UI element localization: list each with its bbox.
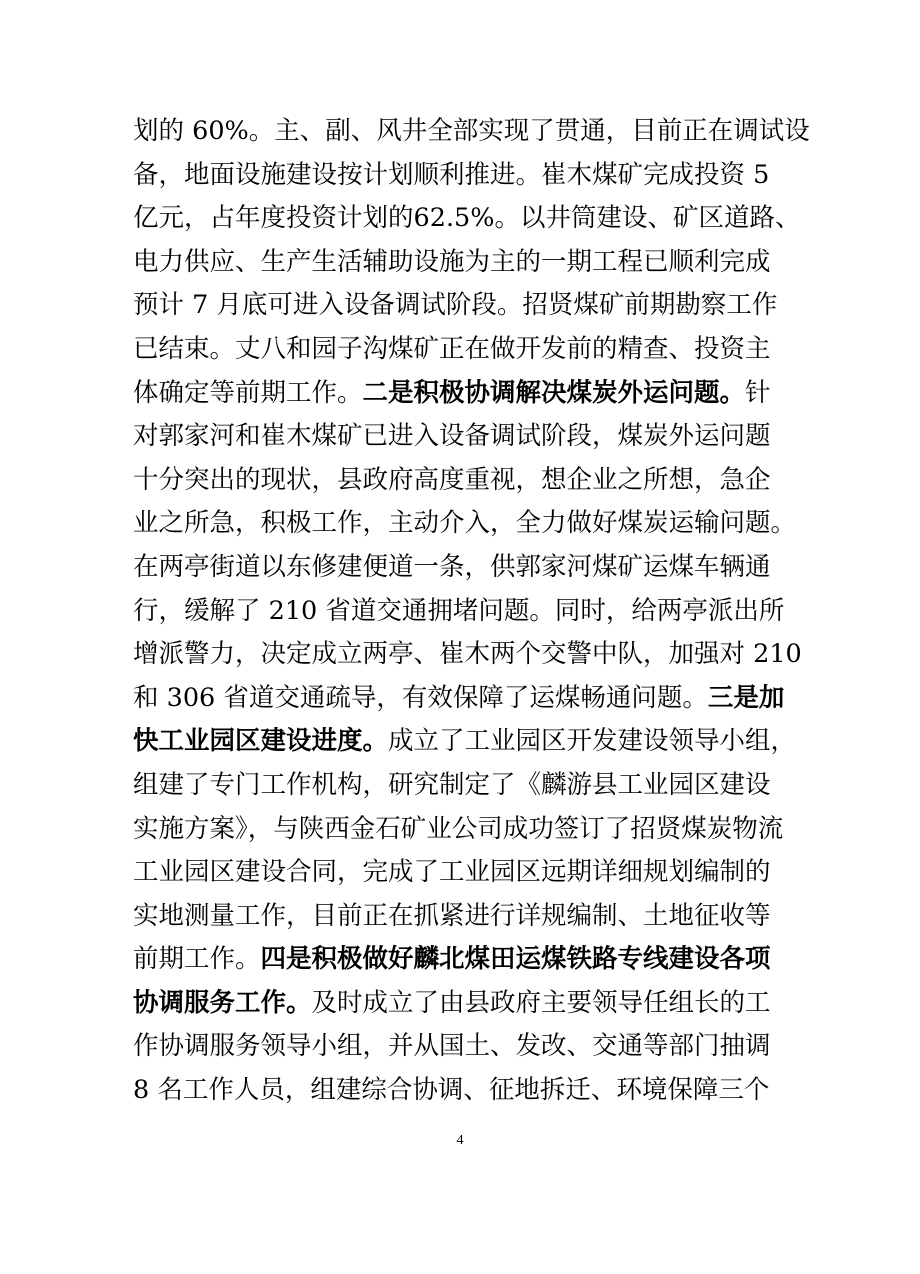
body-text: 成立了工业园区开发建设领导小组， xyxy=(388,726,797,757)
text-line xyxy=(133,328,788,372)
text-line xyxy=(133,415,788,459)
text-line xyxy=(133,982,788,1026)
body-text: 前期工作。 xyxy=(133,944,261,975)
text-line xyxy=(133,110,810,154)
text-line xyxy=(133,1025,788,1069)
text-line xyxy=(133,720,797,764)
body-text: 体确定等前期工作。 xyxy=(133,377,363,408)
text-line xyxy=(133,633,802,677)
bold-heading-text: 三是加 xyxy=(707,682,785,713)
body-text: 工业园区建设合同，完成了工业园区远期详细规划编制的 xyxy=(133,857,771,888)
text-line xyxy=(133,895,788,939)
text-line xyxy=(133,764,788,808)
text-line xyxy=(133,590,788,634)
body-text: 预计 7 月底可进入设备调试阶段。招贤煤矿前期勘察工作 xyxy=(133,290,778,321)
body-text: 针 xyxy=(745,377,771,408)
text-line xyxy=(133,241,788,285)
body-text: 行，缓解了 210 省道交通拥堵问题。同时，给两亭派出所 xyxy=(133,595,785,626)
body-text: 十分突出的现状，县政府高度重视，想企业之所想，急企 xyxy=(133,464,771,495)
body-text: 实地测量工作，目前正在抓紧进行详规编制、土地征收等 xyxy=(133,900,771,931)
text-line xyxy=(133,1069,788,1113)
body-text: 在两亭街道以东修建便道一条，供郭家河煤矿运煤车辆通 xyxy=(133,551,771,582)
body-text: 业之所急，积极工作，主动介入，全力做好煤炭运输问题。 xyxy=(133,508,797,539)
text-line xyxy=(133,808,788,852)
body-text: 及时成立了由县政府主要领导任组长的工 xyxy=(311,987,771,1018)
text-line xyxy=(133,851,788,895)
text-line xyxy=(133,284,788,328)
body-text: 8 名工作人员，组建综合协调、征地拆迁、环境保障三个 xyxy=(133,1075,770,1106)
document-body xyxy=(133,110,810,1113)
body-text: 组建了专门工作机构，研究制定了《麟游县工业园区建设 xyxy=(133,769,771,800)
text-line xyxy=(133,938,788,982)
bold-heading-text: 协调服务工作。 xyxy=(133,987,312,1018)
bold-heading-text: 四是积极做好麟北煤田运煤铁路专线建设各项 xyxy=(260,944,771,975)
body-text: 备，地面设施建设按计划顺利推进。崔木煤矿完成投资 5 xyxy=(133,159,770,190)
text-line xyxy=(133,154,788,198)
page-number: 4 xyxy=(456,1133,464,1148)
body-text: 实施方案》，与陕西金石矿业公司成功签订了招贤煤炭物流 xyxy=(133,813,784,844)
text-line xyxy=(133,459,788,503)
body-text: 已结束。丈八和园子沟煤矿正在做开发前的精查、投资主 xyxy=(133,333,771,364)
body-text: 和 306 省道交通疏导，有效保障了运煤畅通问题。 xyxy=(133,682,708,713)
body-text: 电力供应、生产生活辅助设施为主的一期工程已顺利完成 xyxy=(133,246,771,277)
text-line xyxy=(133,677,788,721)
text-line xyxy=(133,372,788,416)
text-line xyxy=(133,502,797,546)
bold-heading-text: 二是积极协调解决煤炭外运问题。 xyxy=(362,377,746,408)
body-text: 增派警力，决定成立两亭、崔木两个交警中队，加强对 210 xyxy=(133,639,802,670)
body-text: 作协调服务领导小组，并从国土、发改、交通等部门抽调 xyxy=(133,1031,771,1062)
text-line xyxy=(133,546,788,590)
body-text: 亿元，占年度投资计划的62.5%。以井筒建设、矿区道路、 xyxy=(133,203,801,234)
text-line xyxy=(133,197,801,241)
body-text: 对郭家河和崔木煤矿已进入设备调试阶段，煤炭外运问题 xyxy=(133,421,771,452)
bold-heading-text: 快工业园区建设进度。 xyxy=(133,726,389,757)
body-text: 划的 60%。主、副、风井全部实现了贯通，目前正在调试设 xyxy=(133,116,810,146)
